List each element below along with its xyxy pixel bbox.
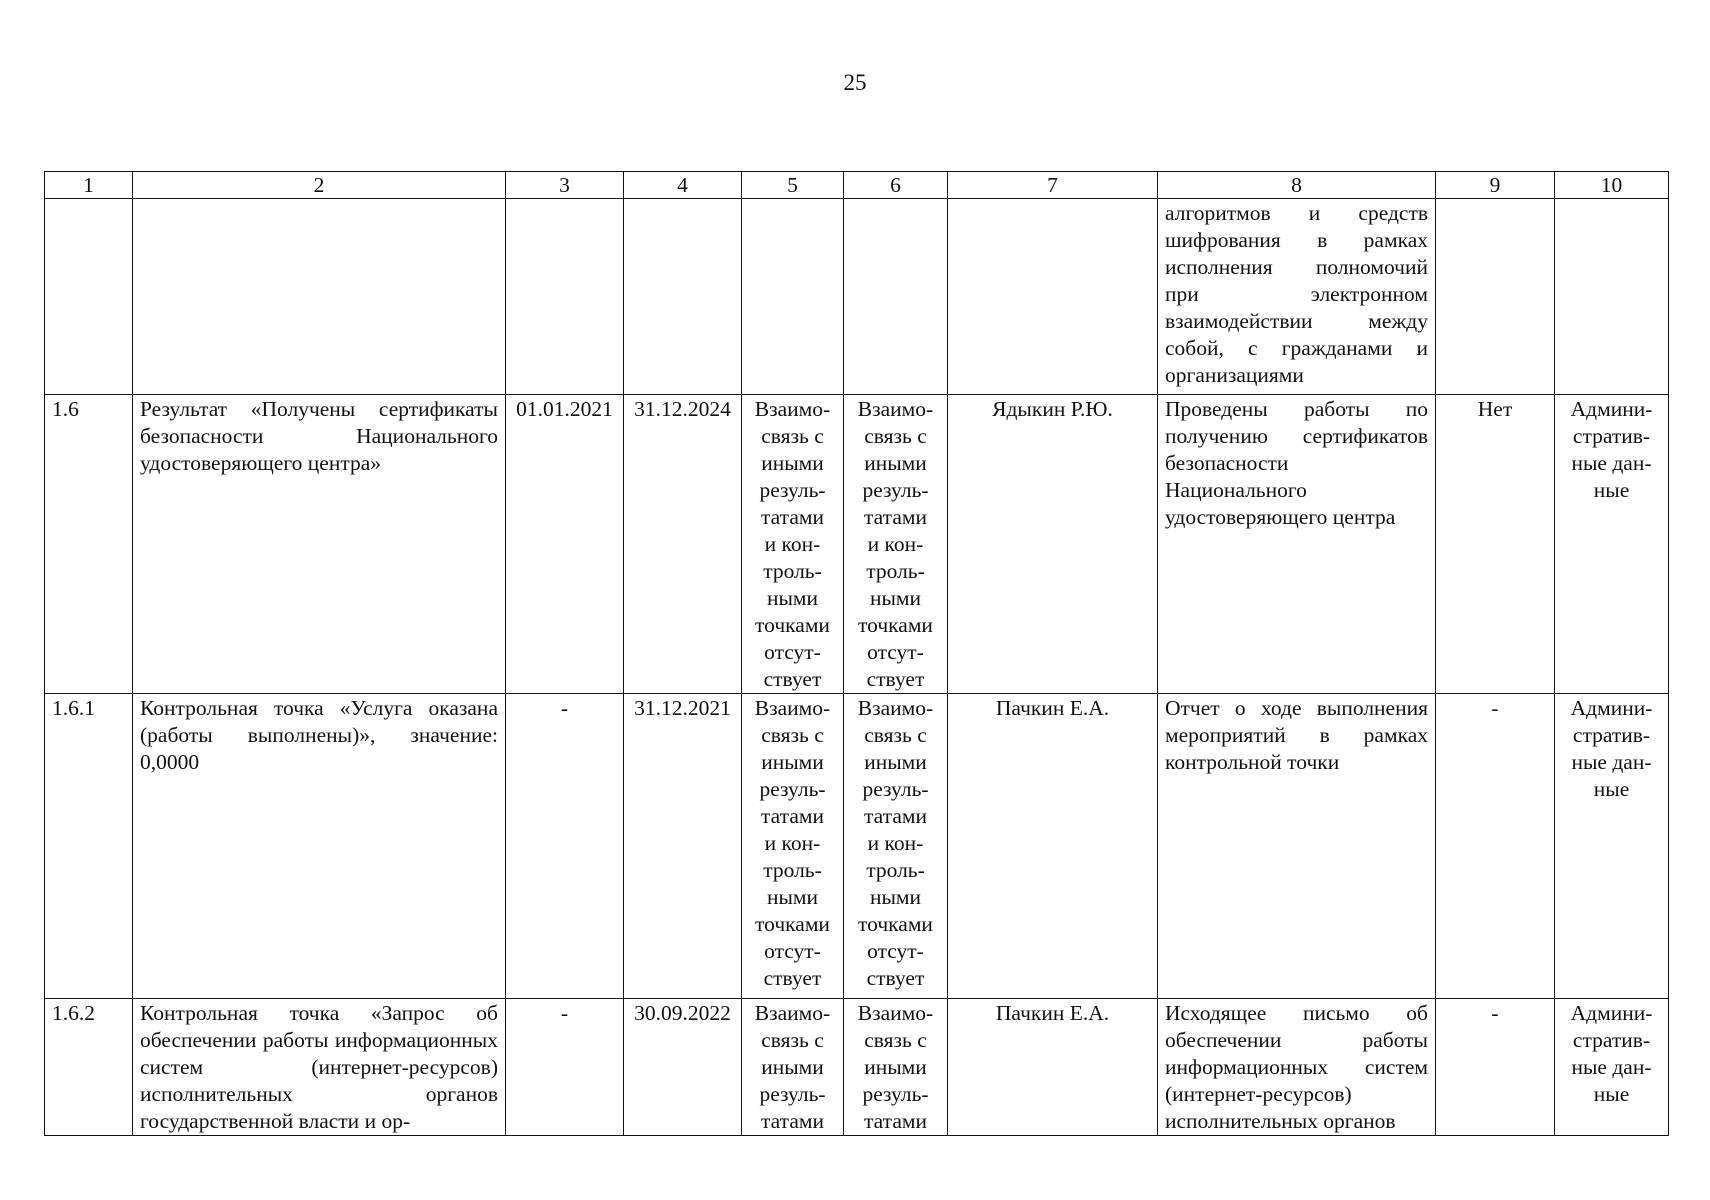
empty-cell — [506, 199, 624, 395]
column-header: 10 — [1555, 172, 1669, 199]
item-name-cell: Контрольная точка «Услуга оказана (работы выполнены)», значение: 0,0000 — [133, 694, 506, 999]
text-line: Админи- — [1570, 1001, 1653, 1025]
row-number-cell: 1.6 — [45, 395, 133, 694]
text-line: ные — [1593, 777, 1630, 801]
text-line: иными — [864, 750, 927, 774]
text-line: Взаимо- — [857, 397, 934, 421]
text-line: Взаимо- — [857, 696, 934, 720]
text-line: отсут- — [867, 640, 924, 664]
description-cell: Проведены работы по получению сертификатов безопасности Национального удостоверяющего центра — [1158, 395, 1436, 694]
text-line: Взаимо- — [857, 1001, 934, 1025]
text-line: и кон- — [764, 831, 821, 855]
column-header: 3 — [506, 172, 624, 199]
text-line: ствует — [763, 667, 822, 691]
data-source-cell — [1555, 395, 1669, 694]
column-header: 9 — [1436, 172, 1555, 199]
col9-cell: Нет — [1436, 395, 1555, 694]
text-line: точками — [755, 912, 830, 936]
text-line: ные дан- — [1571, 451, 1652, 475]
relation-cell-col5 — [742, 395, 844, 694]
text-line: иными — [761, 750, 824, 774]
text-line: троль- — [866, 858, 925, 882]
text-line: резуль- — [759, 1082, 826, 1106]
text-line: иными — [761, 451, 824, 475]
text-line: Взаимо- — [754, 397, 831, 421]
text-line: и кон- — [867, 532, 924, 556]
text-line: ными — [869, 586, 922, 610]
responsible-cell: Ядыкин Р.Ю. — [948, 395, 1158, 694]
description-cell: Отчет о ходе выполнения мероприятий в рамках контрольной точки — [1158, 694, 1436, 999]
text-line: ствует — [866, 966, 925, 990]
header-row — [45, 172, 1669, 199]
end-date-cell: 30.09.2022 — [624, 999, 742, 1136]
text-line: связь с — [864, 1028, 927, 1052]
text-line: троль- — [866, 559, 925, 583]
item-name-cell: Контрольная точка «Запрос об обеспечении работы информационных систем (интернет-ресурсов) исполнительных органов государственной власти и ор- — [133, 999, 506, 1136]
start-date-cell: - — [506, 694, 624, 999]
text-line: ными — [766, 885, 819, 909]
text-line: ные — [1593, 1082, 1630, 1106]
text-line: стратив- — [1572, 1028, 1651, 1052]
continuation-row — [45, 199, 1669, 395]
column-header: 5 — [742, 172, 844, 199]
text-line: иными — [864, 1055, 927, 1079]
plan-table — [44, 171, 1669, 1136]
text-line: отсут- — [867, 939, 924, 963]
empty-cell — [624, 199, 742, 395]
text-line: резуль- — [759, 478, 826, 502]
page-number: 25 — [843, 70, 867, 95]
text-line: резуль- — [862, 777, 929, 801]
text-line: татами — [864, 804, 927, 828]
text-line: ные дан- — [1571, 750, 1652, 774]
col9-cell: - — [1436, 694, 1555, 999]
end-date-cell: 31.12.2024 — [624, 395, 742, 694]
column-header: 2 — [133, 172, 506, 199]
empty-cell — [844, 199, 948, 395]
description-cell: Исходящее письмо об обеспечении работы информационных систем (интернет-ресурсов) исполнительных органов — [1158, 999, 1436, 1136]
text-line: отсут- — [764, 939, 821, 963]
text-line: ствует — [866, 667, 925, 691]
text-line: и кон- — [764, 532, 821, 556]
column-header: 4 — [624, 172, 742, 199]
start-date-cell: - — [506, 999, 624, 1136]
continued-description-cell: алгоритмов и средств шифрования в рамках исполнения полномочий при электронном взаимодействии между собой, с гражданами и организациями — [1158, 199, 1436, 395]
text-line: татами — [761, 804, 824, 828]
text-line: резуль- — [759, 777, 826, 801]
text-line: иными — [864, 451, 927, 475]
text-line: точками — [858, 912, 933, 936]
empty-cell — [948, 199, 1158, 395]
responsible-cell: Пачкин Е.А. — [948, 694, 1158, 999]
column-header: 6 — [844, 172, 948, 199]
text-line: иными — [761, 1055, 824, 1079]
text-line: связь с — [761, 424, 824, 448]
column-header: 7 — [948, 172, 1158, 199]
row-number-cell: 1.6.2 — [45, 999, 133, 1136]
text-line: татами — [864, 1109, 927, 1133]
empty-cell — [742, 199, 844, 395]
text-line: ные — [1593, 478, 1630, 502]
text-line: татами — [761, 1109, 824, 1133]
column-header: 8 — [1158, 172, 1436, 199]
data-source-cell — [1555, 694, 1669, 999]
empty-cell — [1555, 199, 1669, 395]
text-line: Взаимо- — [754, 1001, 831, 1025]
text-line: связь с — [864, 723, 927, 747]
text-line: ными — [766, 586, 819, 610]
table-row — [45, 694, 1669, 999]
text-line: Админи- — [1570, 397, 1653, 421]
text-line: ными — [869, 885, 922, 909]
text-line: троль- — [763, 858, 822, 882]
data-source-cell — [1555, 999, 1669, 1136]
empty-cell — [133, 199, 506, 395]
empty-cell — [1436, 199, 1555, 395]
text-line: резуль- — [862, 478, 929, 502]
text-line: связь с — [864, 424, 927, 448]
table-row — [45, 999, 1669, 1136]
text-line: стратив- — [1572, 723, 1651, 747]
text-line: отсут- — [764, 640, 821, 664]
text-line: точками — [858, 613, 933, 637]
column-header: 1 — [45, 172, 133, 199]
relation-cell-col6 — [844, 999, 948, 1136]
text-line: Взаимо- — [754, 696, 831, 720]
empty-cell — [45, 199, 133, 395]
start-date-cell: 01.01.2021 — [506, 395, 624, 694]
text-line: связь с — [761, 723, 824, 747]
relation-cell-col6 — [844, 694, 948, 999]
text-line: татами — [864, 505, 927, 529]
text-line: точками — [755, 613, 830, 637]
text-line: татами — [761, 505, 824, 529]
text-line: ные дан- — [1571, 1055, 1652, 1079]
table-row — [45, 395, 1669, 694]
row-number-cell: 1.6.1 — [45, 694, 133, 999]
text-line: Админи- — [1570, 696, 1653, 720]
relation-cell-col5 — [742, 694, 844, 999]
text-line: ствует — [763, 966, 822, 990]
end-date-cell: 31.12.2021 — [624, 694, 742, 999]
text-line: троль- — [763, 559, 822, 583]
responsible-cell: Пачкин Е.А. — [948, 999, 1158, 1136]
text-line: и кон- — [867, 831, 924, 855]
text-line: стратив- — [1572, 424, 1651, 448]
relation-cell-col6 — [844, 395, 948, 694]
text-line: связь с — [761, 1028, 824, 1052]
item-name-cell: Результат «Получены сертификаты безопасности Национального удостоверяющего центра» — [133, 395, 506, 694]
relation-cell-col5 — [742, 999, 844, 1136]
text-line: резуль- — [862, 1082, 929, 1106]
col9-cell: - — [1436, 999, 1555, 1136]
